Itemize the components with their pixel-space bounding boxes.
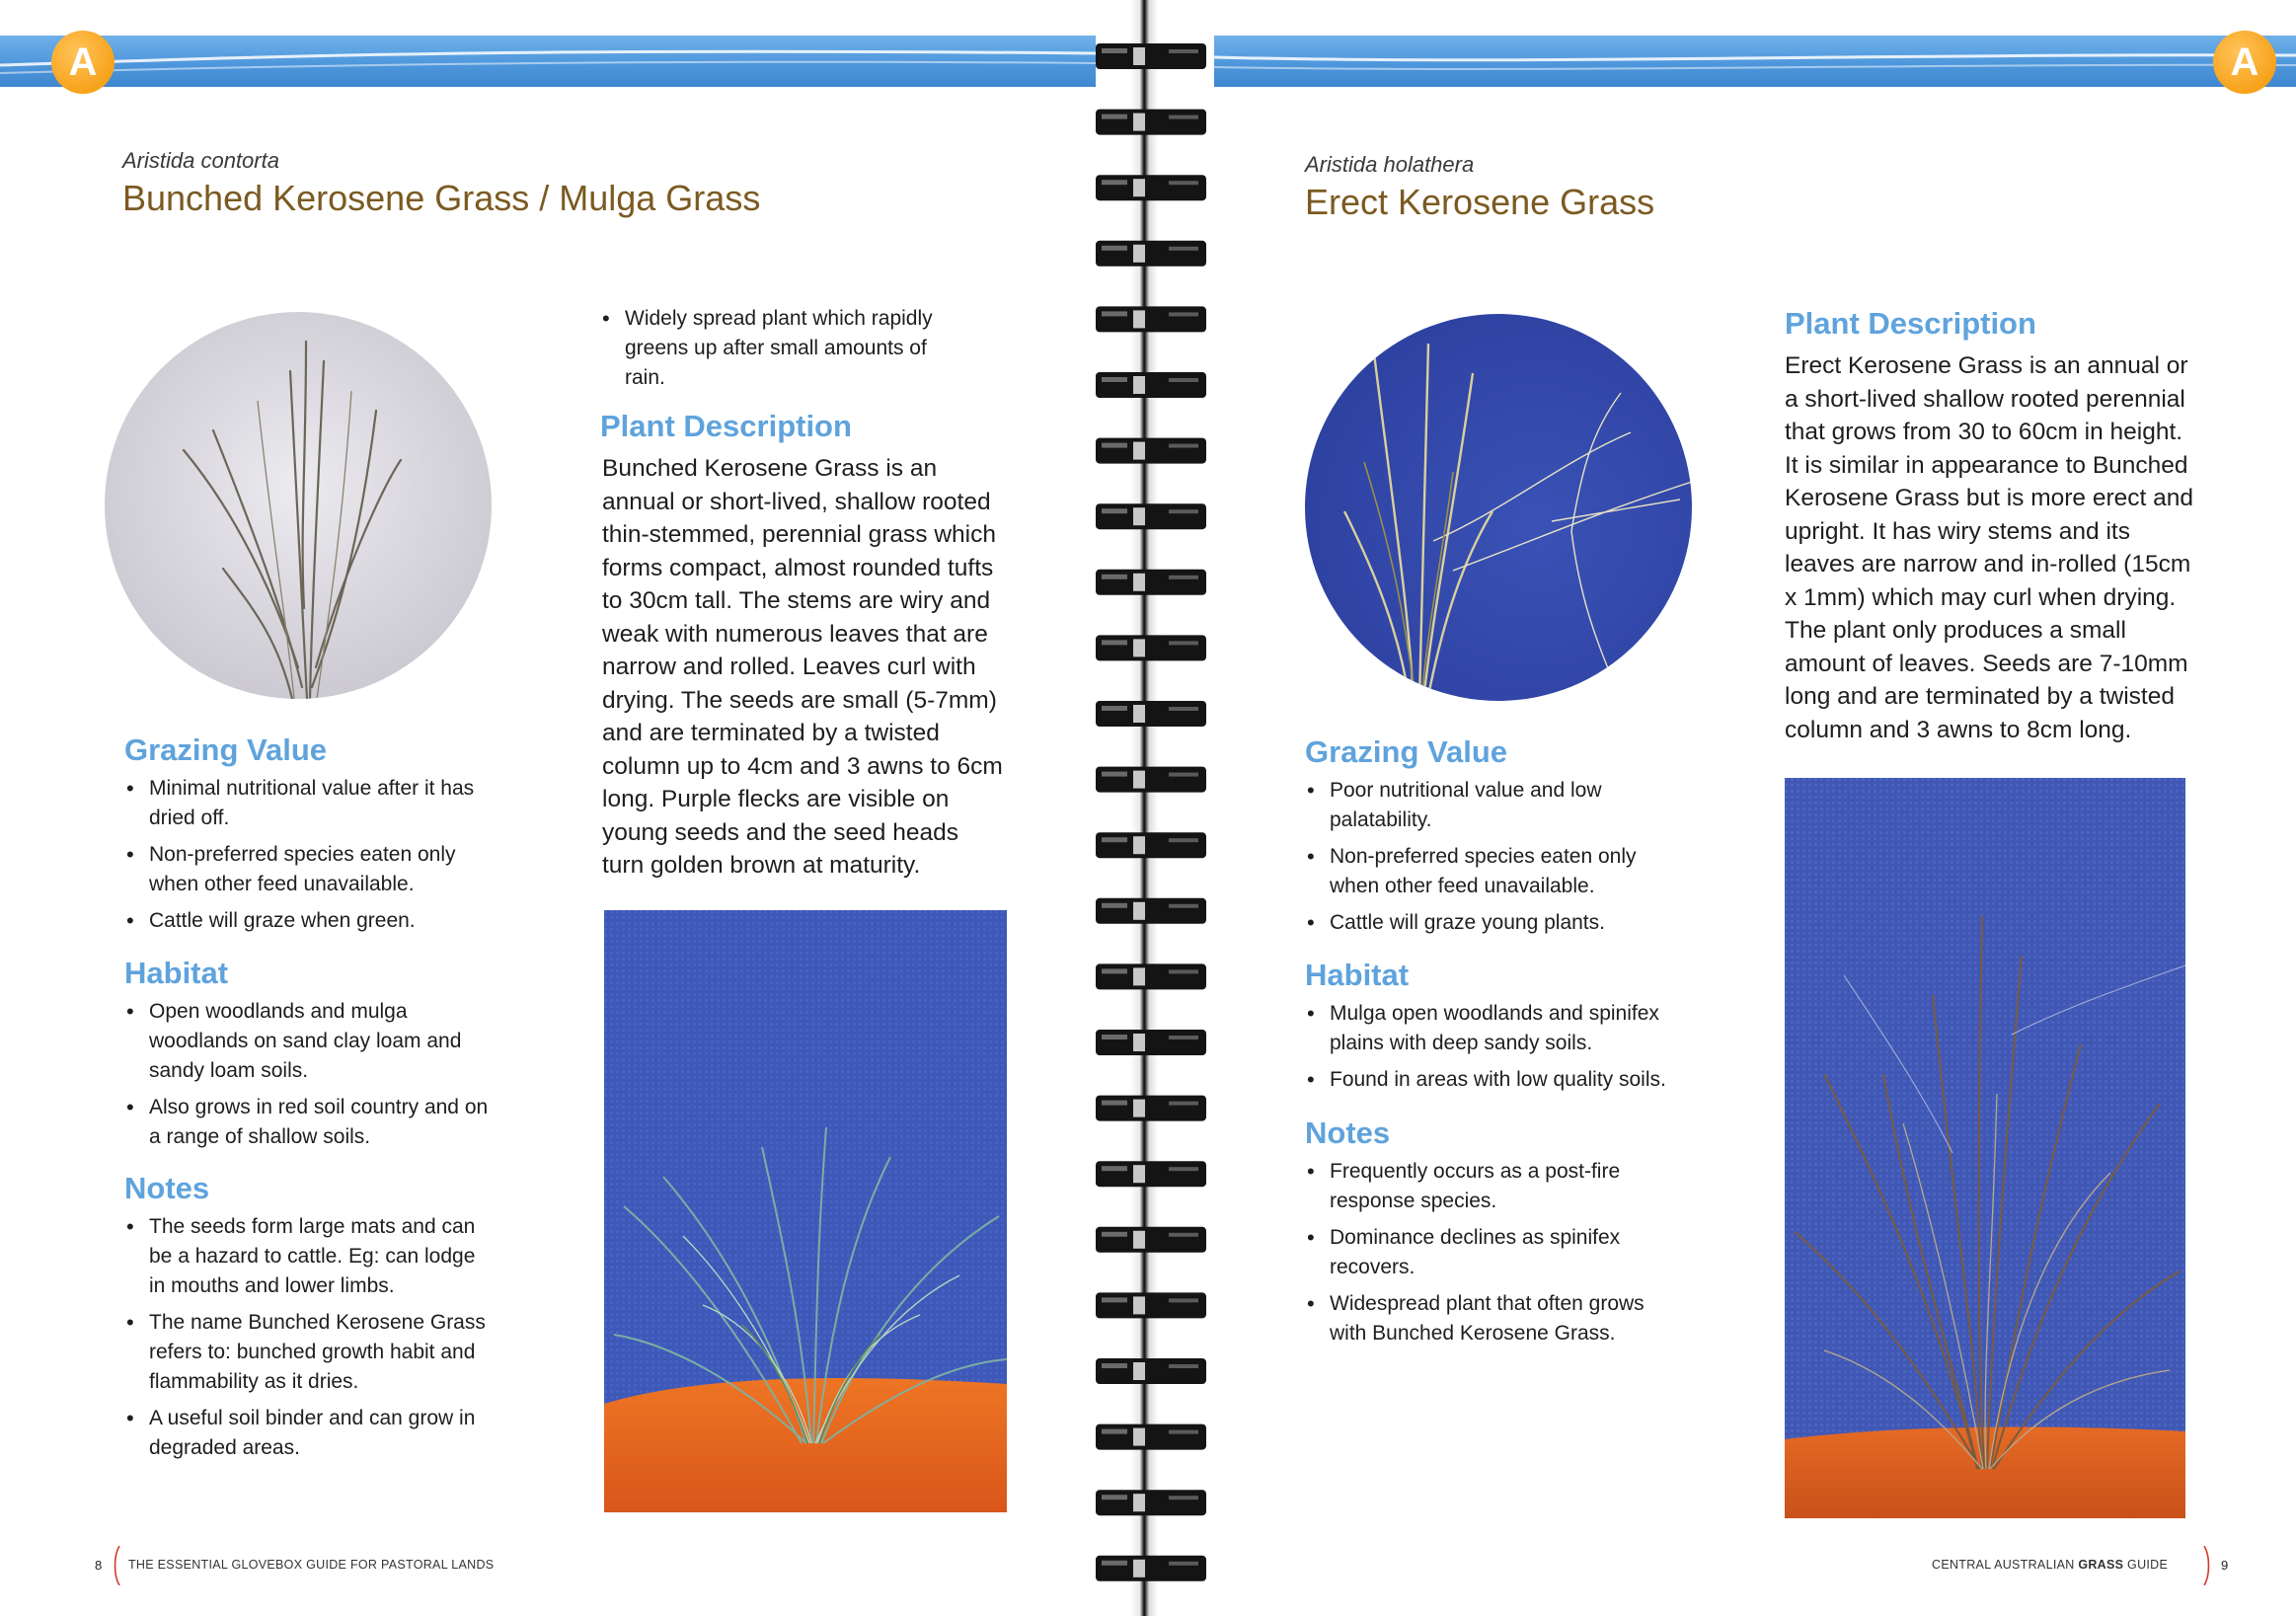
plant-description-text: Bunched Kerosene Grass is an annual or short-lived, shallow rooted thin-stemmed, perennial grass which forms compact, almost rounded tufts to 30cm tall. The stems are wiry and weak with numerous leaves that are narrow and rolled. Leaves curl with drying. The seeds are small (5-7mm) and are terminated by a twisted column up to 4cm and 3 awns to 6cm long. Purple flecks are visible on young seeds and the seed heads turn golden brown at maturity. (602, 455, 1003, 879)
notes-list (1305, 1157, 1680, 1355)
left-page (0, 0, 1135, 1616)
latin-name: Aristida contorta (122, 148, 279, 173)
coil-loop (1096, 1424, 1206, 1450)
list-item: • A useful soil binder and can grow in degraded areas. (124, 1404, 490, 1463)
tab-badge-a: A (2213, 31, 2276, 94)
list-item: • The name Bunched Kerosene Grass refers to: bunched growth habit and flammability as it dries. (124, 1308, 490, 1397)
common-name: Erect Kerosene Grass (1305, 182, 1655, 222)
habitat-list (1305, 999, 1680, 1102)
footer-bold: GRASS (2078, 1558, 2124, 1572)
list-item: • Non-preferred species eaten only when other feed unavailable. (1305, 842, 1680, 901)
latin-name: Aristida holathera (1305, 152, 1475, 177)
coil-loop (1096, 110, 1206, 135)
plant-closeup-photo (105, 312, 492, 699)
coil-loop (1096, 1292, 1206, 1318)
list-item: • Poor nutritional value and low palatability. (1305, 776, 1680, 835)
notes-heading: Notes (124, 1171, 210, 1205)
coil-loop (1096, 570, 1206, 595)
coil-loop (1096, 767, 1206, 793)
coil-loop (1096, 241, 1206, 267)
header-band (1214, 36, 2296, 87)
list-item: • Widely spread plant which rapidly greens up after small amounts of rain. (600, 304, 956, 393)
list-item: • Dominance declines as spinifex recovers. (1305, 1223, 1680, 1282)
coil-loop (1096, 372, 1206, 398)
list-item: • Cattle will graze young plants. (1305, 908, 1680, 938)
coil-loop (1096, 306, 1206, 332)
list-item: • Widespread plant that often grows with Bunched Kerosene Grass. (1305, 1289, 1680, 1348)
list-item: • Non-preferred species eaten only when other feed unavailable. (124, 840, 490, 899)
spiral-binding-icon (1086, 0, 1214, 1616)
grazing-value-list (124, 774, 490, 943)
coil-loop (1096, 175, 1206, 200)
coil-loop (1096, 1227, 1206, 1253)
habitat-heading: Habitat (124, 956, 229, 990)
plant-description-heading: Plant Description (600, 409, 852, 443)
coil-loop (1096, 503, 1206, 529)
coil-loop (1096, 963, 1206, 989)
header-wave-icon (1214, 36, 2296, 87)
plant-description-text: Erect Kerosene Grass is an annual or a short-lived shallow rooted perennial that grows from 30 to 60cm in height. It is similar in appearance to Bunched Kerosene Grass but is more erect and upright. It has wiry stems and its leaves are narrow and in-rolled (15cm x 1mm) which may curl when drying. The plant only produces a small amount of leaves. Seeds are 7-10mm long and are terminated by a twisted column and 3 awns to 8cm long. (1785, 352, 2193, 743)
list-item: • Open woodlands and mulga woodlands on sand clay loam and sandy loam soils. (124, 997, 490, 1086)
list-item: • The seeds form large mats and can be a hazard to cattle. Eg: can lodge in mouths and lower limbs. (124, 1212, 490, 1301)
coil-loop (1096, 701, 1206, 727)
header-wave-icon (0, 36, 1096, 87)
list-item: • Cattle will graze when green. (124, 906, 490, 936)
footer-prefix: CENTRAL AUSTRALIAN (1932, 1558, 2079, 1572)
list-item: • Mulga open woodlands and spinifex plains with deep sandy soils. (1305, 999, 1680, 1058)
plant-habit-photo (1785, 778, 2185, 1518)
footer-suffix: GUIDE (2123, 1558, 2169, 1572)
right-page (1145, 0, 2296, 1616)
footer-bracket-icon (113, 1546, 120, 1585)
page-number: 8 (95, 1558, 103, 1573)
list-item: • Minimal nutritional value after it has dried off. (124, 774, 490, 833)
list-item: • Also grows in red soil country and on a range of shallow soils. (124, 1093, 490, 1152)
habitat-list (124, 997, 490, 1159)
coil-loop (1096, 1490, 1206, 1515)
page-number: 9 (2221, 1558, 2229, 1573)
list-item: • Found in areas with low quality soils. (1305, 1065, 1680, 1095)
coil-loop (1096, 1556, 1206, 1581)
notes-heading: Notes (1305, 1116, 1391, 1150)
coil-loop (1096, 1096, 1206, 1121)
coil-loop (1096, 1161, 1206, 1187)
plant-description-heading: Plant Description (1785, 306, 2036, 341)
coil-loop (1096, 1358, 1206, 1384)
header-band (0, 36, 1096, 87)
footer-text (1932, 1558, 2168, 1572)
coil-loop (1096, 438, 1206, 464)
common-name: Bunched Kerosene Grass / Mulga Grass (122, 178, 761, 218)
coil-loop (1096, 635, 1206, 660)
plant-closeup-photo (1305, 314, 1692, 701)
footer-text: THE ESSENTIAL GLOVEBOX GUIDE FOR PASTORAL LANDS (128, 1558, 495, 1572)
grazing-value-heading: Grazing Value (124, 732, 328, 767)
coil-loop (1096, 43, 1206, 69)
list-item: • Frequently occurs as a post-fire response species. (1305, 1157, 1680, 1216)
coil-loop (1096, 832, 1206, 858)
coil-loop (1096, 898, 1206, 924)
grazing-value-list (1305, 776, 1680, 945)
plant-habit-photo (604, 910, 1007, 1512)
footer-bracket-icon (2203, 1546, 2211, 1585)
coil-loop (1096, 1030, 1206, 1055)
grazing-value-heading: Grazing Value (1305, 734, 1508, 769)
tab-badge-a: A (51, 31, 115, 94)
habitat-heading: Habitat (1305, 958, 1410, 992)
intro-list (600, 304, 956, 400)
notes-list (124, 1212, 490, 1470)
